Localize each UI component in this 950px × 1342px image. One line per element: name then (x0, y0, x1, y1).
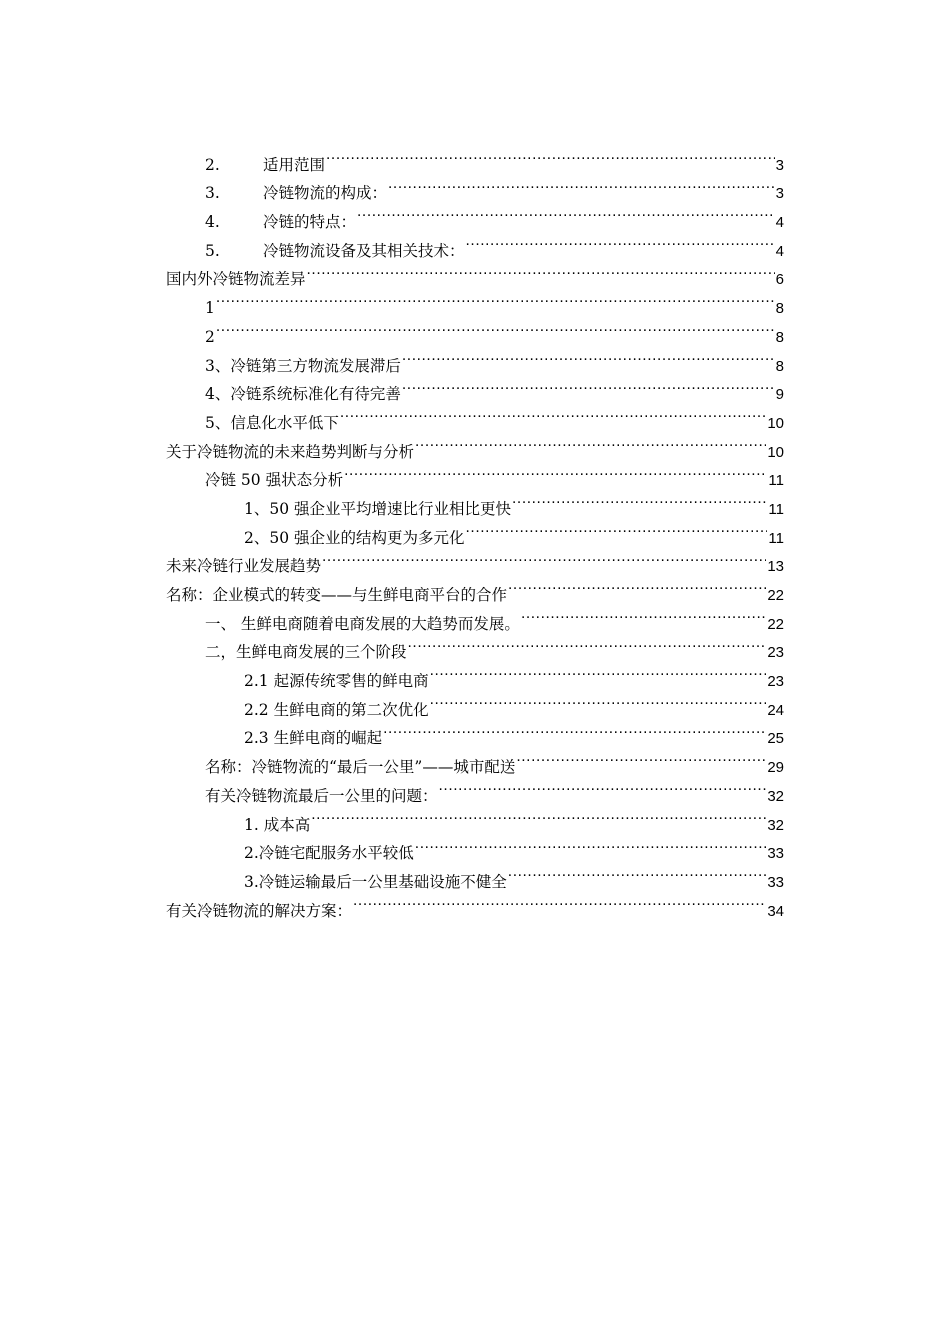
toc-dot-leader (430, 686, 767, 715)
toc-dot-leader (516, 743, 766, 772)
toc-dot-leader (344, 457, 767, 486)
toc-dot-leader (508, 858, 767, 887)
toc-dot-leader (326, 141, 775, 170)
toc-entry-page-number: 22 (767, 615, 784, 633)
toc-entry-page-number: 11 (768, 500, 784, 518)
toc-entry-page-number: 6 (775, 271, 784, 289)
toc-entry-number: 3. (205, 184, 220, 203)
toc-dot-leader (439, 772, 767, 801)
toc-entry-page-number: 9 (775, 386, 784, 404)
toc-entry-title: 冷链 50 强状态分析 (205, 471, 344, 490)
toc-entry-page-number: 13 (767, 558, 784, 576)
toc-entry[interactable] (166, 141, 784, 174)
toc-dot-leader (508, 571, 766, 600)
toc-entry-title: 2.2 生鲜电商的第二次优化 (244, 700, 429, 719)
toc-entry-title: 2、50 强企业的结构更为多元化 (244, 528, 465, 547)
toc-entry[interactable] (166, 342, 784, 375)
toc-dot-leader (311, 801, 766, 830)
toc-entry-title: 名称：企业模式的转变——与生鲜电商平台的合作 (166, 586, 508, 604)
toc-dot-leader (383, 715, 766, 744)
toc-dot-leader (466, 227, 775, 256)
toc-entry-page-number: 11 (768, 472, 784, 490)
toc-entry-title: 1 (205, 299, 215, 318)
toc-entry-title: 冷链物流的构成： (263, 184, 388, 203)
toc-dot-leader (402, 371, 775, 400)
toc-entry-page-number: 33 (767, 873, 784, 891)
toc-entry-page-number: 3 (775, 156, 784, 174)
toc-entry-title: 2 (205, 327, 215, 346)
toc-dot-leader (408, 629, 767, 658)
toc-entry-title: 适用范围 (263, 155, 326, 174)
toc-entry-title: 冷链的特点： (263, 213, 357, 232)
toc-entry-page-number: 25 (767, 730, 784, 748)
toc-entry-page-number: 4 (775, 242, 784, 260)
toc-dot-leader (357, 198, 775, 227)
toc-entry-page-number: 11 (768, 529, 784, 547)
table-of-contents (166, 141, 784, 920)
toc-entry-title: 1. 成本高 (244, 815, 311, 834)
toc-entry-page-number: 32 (767, 787, 784, 805)
toc-entry-title: 冷链物流设备及其相关技术： (263, 241, 465, 260)
toc-entry-page-number: 33 (767, 845, 784, 863)
toc-entry-title: 二，生鲜电商发展的三个阶段 (205, 643, 407, 662)
toc-entry-title: 2.1 起源传统零售的鲜电商 (244, 672, 429, 691)
toc-dot-leader (388, 170, 775, 199)
toc-entry-page-number: 10 (767, 443, 784, 461)
toc-entry-number: 2. (205, 155, 220, 174)
toc-entry-page-number: 22 (767, 587, 784, 604)
toc-entry-title: 1、50 强企业平均增速比行业相比更快 (244, 499, 512, 518)
toc-entry-title: 3、冷链第三方物流发展滞后 (205, 356, 401, 375)
toc-entry-number: 5. (205, 241, 220, 260)
toc-entry-title: 未来冷链行业发展趋势 (166, 557, 322, 576)
toc-dot-leader (216, 313, 775, 342)
toc-entry-page-number: 3 (775, 185, 784, 203)
toc-entry-title: 2.冷链宅配服务水平较低 (244, 844, 414, 863)
toc-entry-title: 国内外冷链物流差异 (166, 270, 306, 289)
toc-dot-leader (430, 657, 767, 686)
toc-dot-leader (402, 342, 775, 371)
toc-entry-page-number: 34 (767, 902, 784, 920)
toc-entry-title: 4、冷链系统标准化有待完善 (205, 385, 401, 404)
toc-entry-page-number: 10 (767, 414, 784, 432)
toc-dot-leader (322, 543, 766, 572)
toc-dot-leader (521, 600, 766, 629)
toc-dot-leader (512, 485, 767, 514)
toc-entry-number: 4. (205, 213, 220, 232)
toc-entry-title: 关于冷链物流的未来趋势判断与分析 (166, 442, 415, 461)
toc-dot-leader (340, 399, 766, 428)
toc-dot-leader (307, 256, 775, 285)
toc-entry-title: 有关冷链物流最后一公里的问题： (205, 786, 438, 805)
toc-entry[interactable] (166, 284, 784, 318)
toc-entry-page-number: 23 (767, 644, 784, 662)
toc-entry-page-number: 4 (775, 214, 784, 232)
toc-dot-leader (216, 284, 775, 313)
toc-entry-title: 3.冷链运输最后一公里基础设施不健全 (244, 872, 507, 891)
toc-entry-title: 5、信息化水平低下 (205, 413, 339, 432)
toc-entry-page-number: 23 (767, 673, 784, 691)
toc-entry[interactable] (166, 313, 784, 346)
toc-entry-page-number: 8 (775, 328, 784, 346)
toc-entry-title: 2.3 生鲜电商的崛起 (244, 729, 383, 748)
toc-entry-title: 名称：冷链物流的“最后一公里”——城市配送 (205, 758, 516, 777)
toc-dot-leader (415, 830, 767, 859)
toc-dot-leader (415, 428, 766, 457)
toc-entry-page-number: 8 (775, 300, 784, 318)
toc-dot-leader (353, 887, 766, 916)
toc-entry-page-number: 8 (775, 357, 784, 375)
toc-entry-page-number: 32 (767, 816, 784, 834)
toc-entry-page-number: 29 (767, 759, 784, 777)
toc-entry-page-number: 24 (767, 701, 784, 719)
toc-dot-leader (466, 514, 768, 543)
toc-entry-title: 有关冷链物流的解决方案： (166, 901, 353, 920)
toc-entry-title: 一、 生鲜电商随着电商发展的大趋势而发展。 (205, 614, 520, 633)
